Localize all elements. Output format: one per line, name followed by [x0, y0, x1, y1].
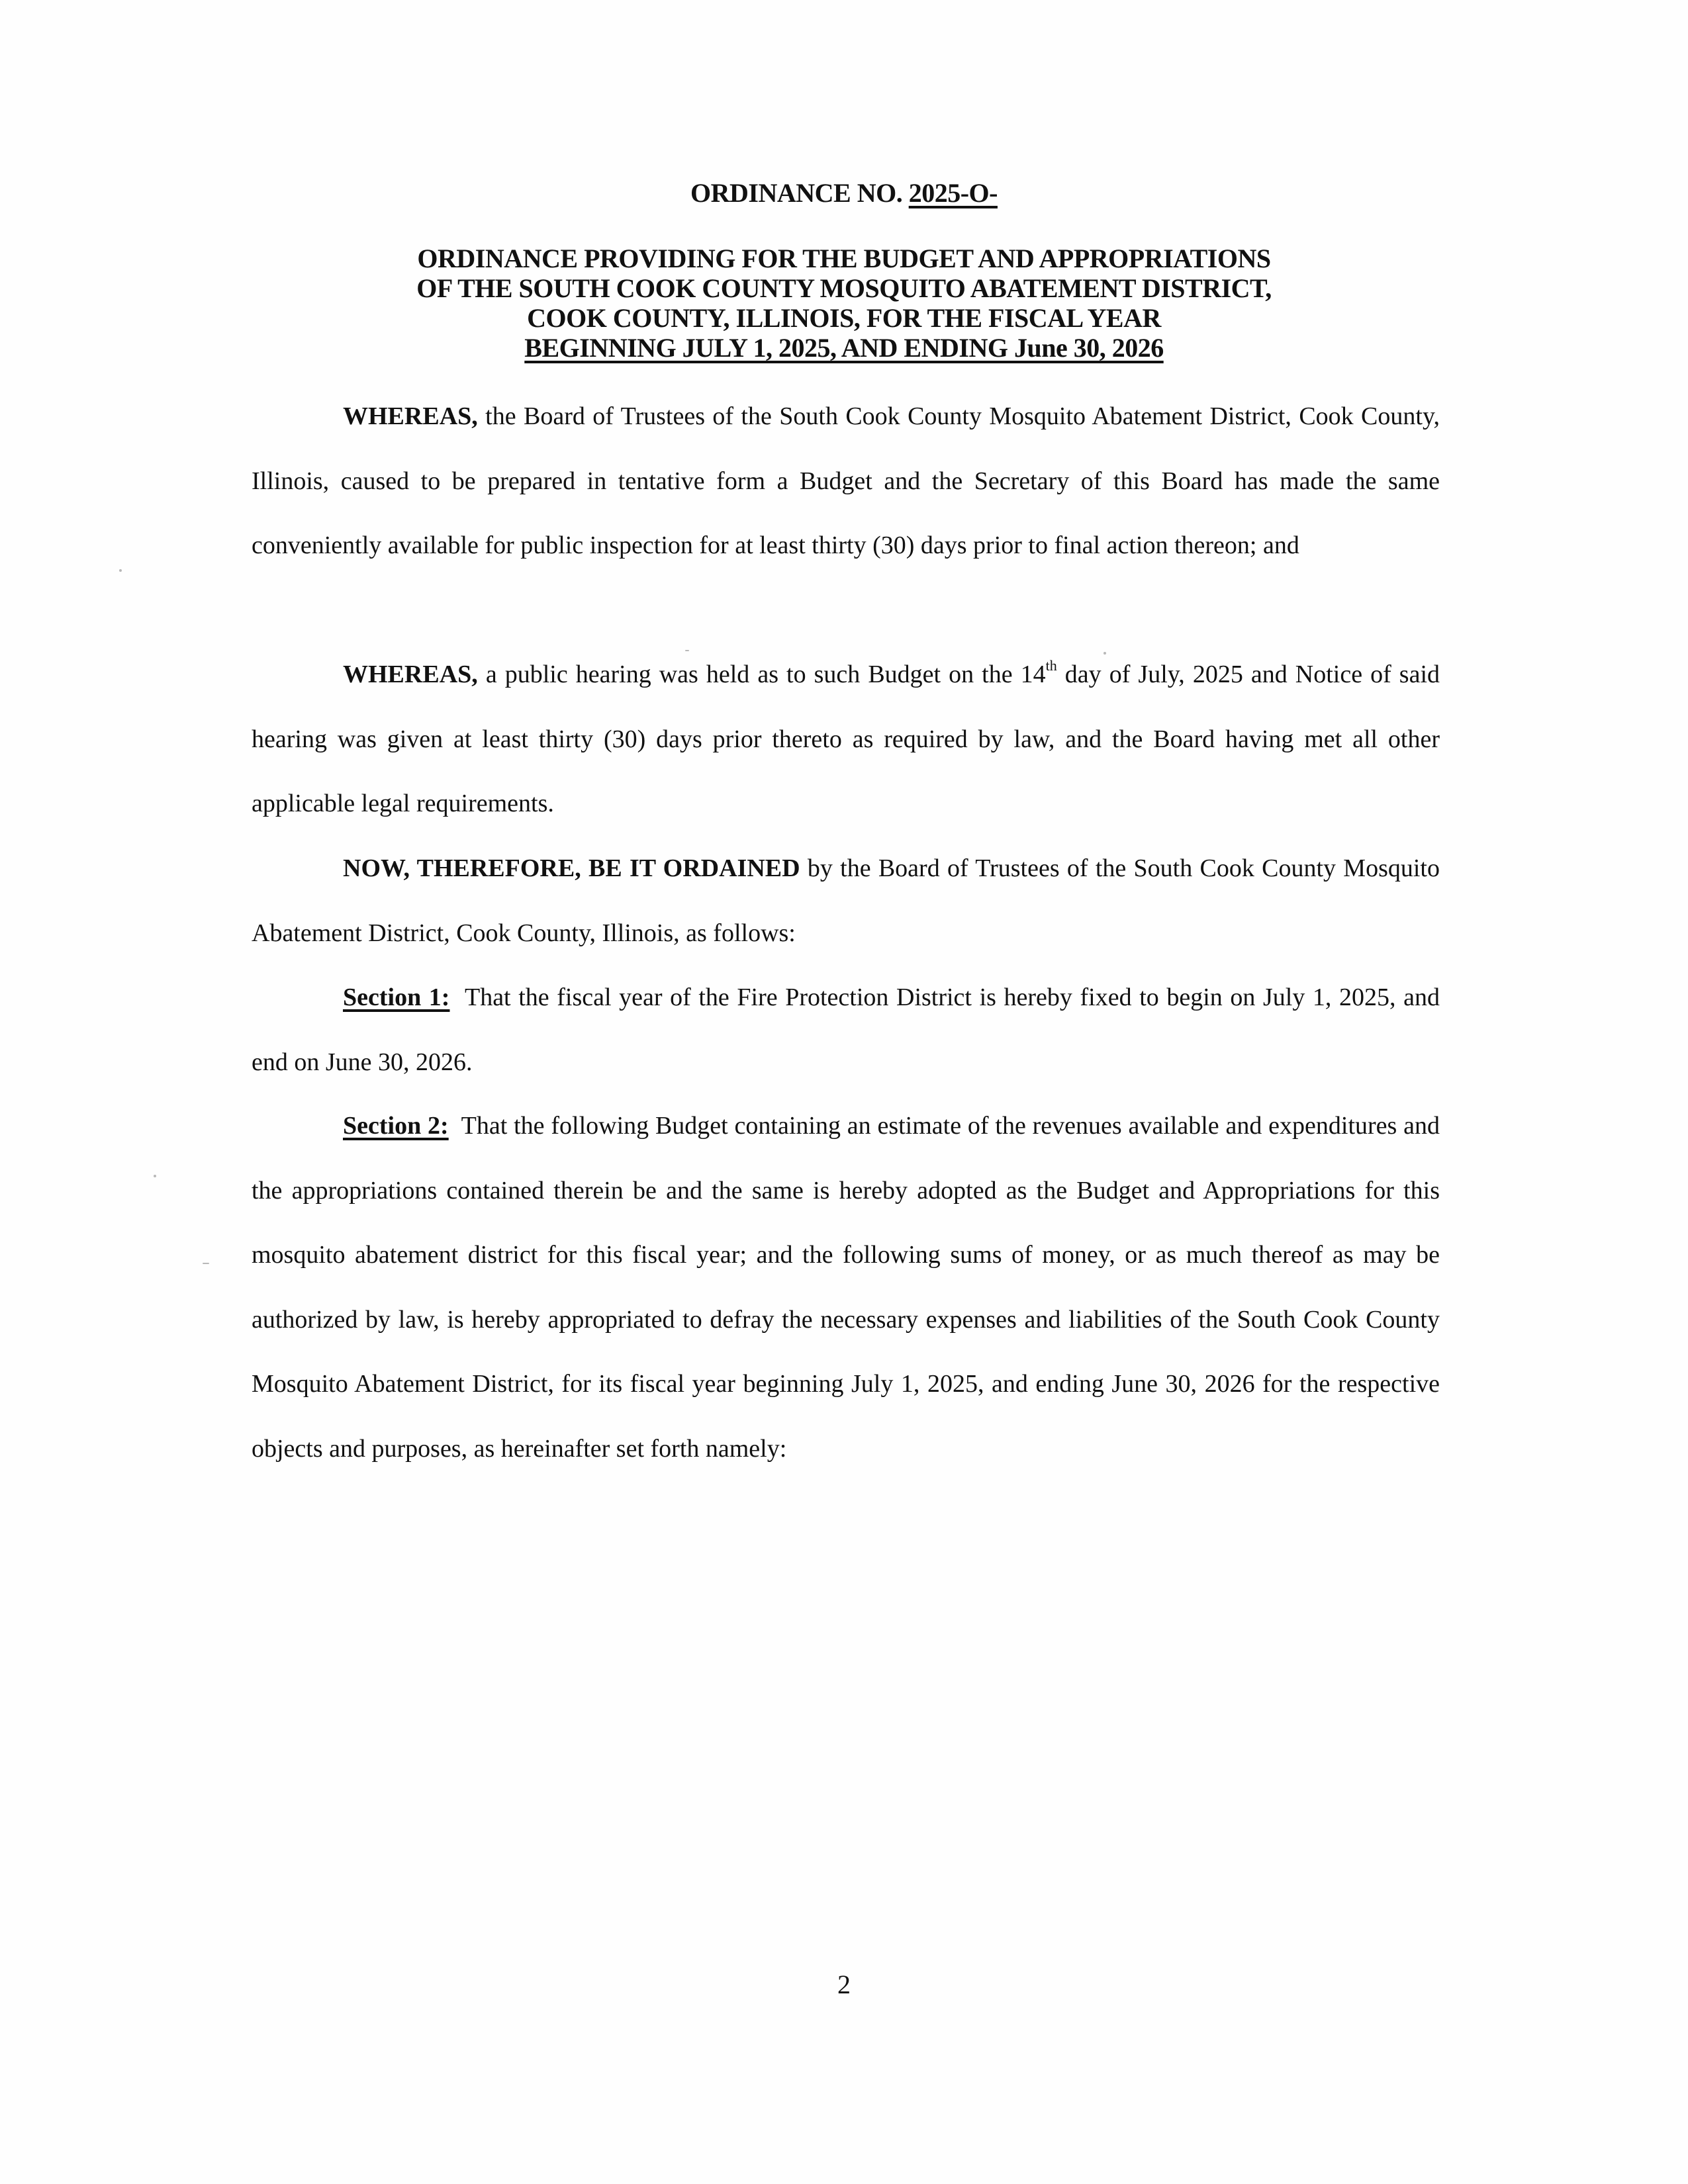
heading-line: ORDINANCE PROVIDING FOR THE BUDGET AND APPROPRIATIONS	[417, 244, 1271, 273]
ordinance-heading	[0, 244, 1688, 363]
body-block-1	[252, 385, 1440, 578]
heading-line: COOK COUNTY, ILLINOIS, FOR THE FISCAL YEAR	[527, 303, 1161, 333]
scan-speck	[685, 650, 689, 651]
scan-speck	[1103, 652, 1106, 655]
scan-speck	[154, 1175, 156, 1177]
paragraph-text: the Board of Trustees of the South Cook County Mosquito Abatement District, Cook County, Illinois, caused to be prepared in tentative form a Budget and the Secretary of this Board has made the same conveniently available for public inspection for at least thirty (30) days prior to final action thereon; and	[252, 402, 1440, 559]
ordained-lead: NOW, THEREFORE, BE IT ORDAINED	[343, 854, 800, 882]
whereas-paragraph-2	[252, 643, 1440, 837]
heading-line-text: BEGINNING JULY 1, 2025, AND ENDING June 30, 2026	[524, 333, 1164, 363]
body-block-4	[252, 966, 1446, 1095]
ordinal-superscript: th	[1045, 657, 1057, 674]
whereas-lead: WHEREAS,	[343, 402, 478, 430]
title-prefix: ORDINANCE NO.	[690, 178, 909, 208]
paragraph-text: by the Board of Trustees of the South Cook County Mosquito Abatement District, Cook County, Illinois, as follows:	[252, 854, 1440, 947]
scan-speck	[203, 1263, 209, 1264]
section-2-label: Section 2:	[343, 1112, 449, 1140]
whereas-paragraph-1	[252, 385, 1440, 578]
ordinance-number: 2025-O-	[908, 178, 998, 208]
page-number: 2	[837, 1970, 851, 1999]
ordained-paragraph	[252, 837, 1440, 966]
section-2-paragraph	[252, 1094, 1446, 1481]
paragraph-text: day of July, 2025 and Notice of said hearing was given at least thirty (30) days prior thereto as required by law, and the Board having met all other applicable legal requirements.	[252, 660, 1440, 817]
heading-line-underlined	[0, 333, 1688, 363]
heading-line: OF THE SOUTH COOK COUNTY MOSQUITO ABATEMENT DISTRICT,	[416, 273, 1272, 303]
whereas-lead: WHEREAS,	[343, 660, 478, 688]
section-1-label: Section 1:	[343, 983, 450, 1011]
paragraph-text: That the fiscal year of the Fire Protection District is hereby fixed to begin on July 1, 2025, and end on June 30, 2026.	[252, 983, 1446, 1076]
paragraph-text: That the following Budget containing an estimate of the revenues available and expenditures and the appropriations contained therein be and the same is hereby adopted as the Budget and Appropriations for this mosquito abatement district for this fiscal year; and the following sums of money, or as much thereof as may be authorized by law, is hereby appropriated to defray the necessary expenses and liabilities of the South Cook County Mosquito Abatement District, for its fiscal year beginning July 1, 2025, and ending June 30, 2026 for the respective objects and purposes, as hereinafter set forth namely:	[252, 1112, 1446, 1463]
section-1-paragraph	[252, 966, 1446, 1095]
paragraph-text: a public hearing was held as to such Budget on the 14	[477, 660, 1046, 688]
body-block-2	[252, 643, 1440, 837]
ordinance-number-title	[0, 177, 1688, 208]
body-block-5	[252, 1094, 1446, 1481]
scan-speck	[119, 569, 122, 572]
body-block-3	[252, 837, 1440, 966]
